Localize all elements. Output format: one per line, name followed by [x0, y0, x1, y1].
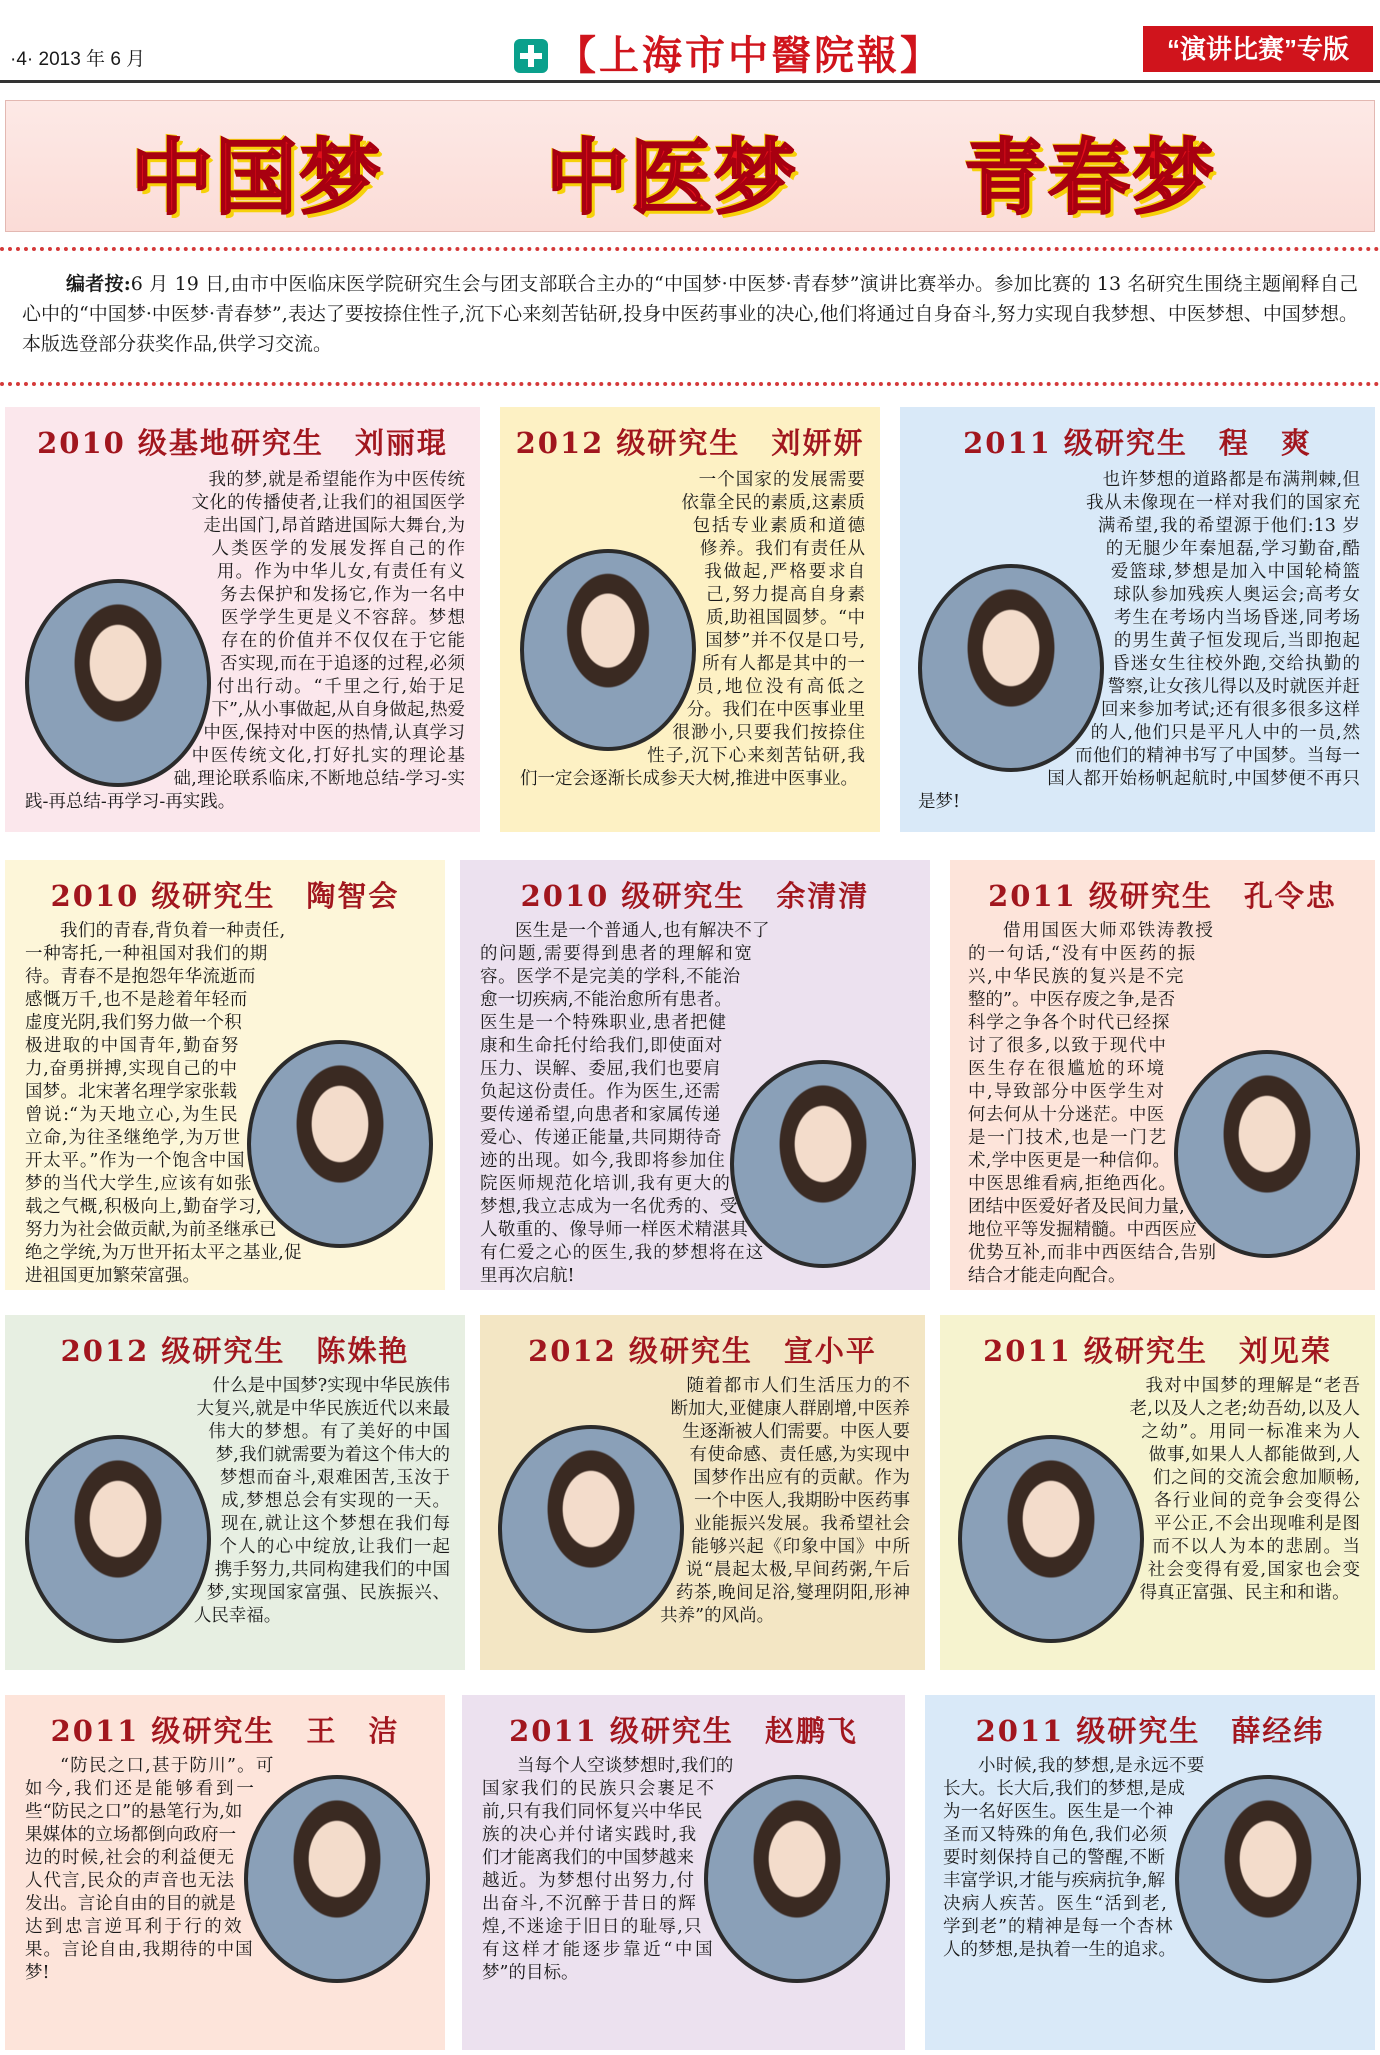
card-text: 我的梦,就是希望能作为中医传统文化的传播使者,让我们的祖国医学走出国门,昂首踏进国际大舞台,为人类医学的发展发挥自己的作用。作为中华儿女,有责任有义务去保护和发扬它,作为一名中医学学生更是义不容辞。梦想存在的价值并不仅仅在于它能否实现,而在于追逐的过程,必须付出行动。“千里之行,始于足下”,从小事做起,从自身做起,热爱中医,保持对中医的热情,认真学习中医传统文化,打好扎实的理论基础,理论联系临床,不断地总结-学习-实践-再总结-再学习-再实践。 — [25, 470, 465, 812]
card-heading: 2011 级研究生 程 爽 — [963, 426, 1312, 460]
page-header — [0, 0, 1380, 80]
speech-card-2 — [500, 407, 880, 832]
portrait-photo — [1175, 1775, 1361, 1983]
card-heading: 2010 级研究生 余清清 — [520, 879, 870, 913]
speech-card-9 — [940, 1315, 1375, 1670]
card-text: 什么是中国梦?实现中华民族伟大复兴,就是中华民族近代以来最伟大的梦想。有了美好的中国梦,我们就需要为着这个伟大的梦想而奋斗,艰难困苦,玉汝于成,梦想总会有实现的一天。现在,就让这个梦想在我们每个人的心中绽放,让我们一起携手努力,共同构建我们的中国梦,实现国家富强、民族振兴、人民幸福。 — [193, 1376, 450, 1626]
card-heading: 2010 级研究生 陶智会 — [50, 879, 400, 913]
portrait-photo — [918, 564, 1104, 772]
card-text: 也许梦想的道路都是布满荆棘,但我从未像现在一样对我们的国家充满希望,我的希望源于他们:13 岁的无腿少年秦旭磊,学习勤奋,酷爱篮球,梦想是加入中国轮椅篮球队参加残疾人奥运会;高考女考生在考场内当场昏迷,同考场的男生黄子恒发现后,当即抱起昏迷女生往校外跑,交给执勤的警察,让女孩儿得以及时就医并赶回来参加考试;还有很多很多这样的人,他们只是平凡人中的一员,然而他们的精神书写了中国梦。当每一国人都开始杨帆起航时,中国梦便不再只是梦! — [918, 470, 1360, 812]
editor-note-label: 编者按: — [66, 273, 131, 295]
page-number-date — [10, 44, 145, 71]
portrait-photo — [498, 1425, 684, 1633]
editor-note-paragraph — [22, 269, 1358, 359]
portrait-photo — [958, 1435, 1144, 1643]
speech-card-3 — [900, 407, 1375, 832]
speech-card-6 — [950, 860, 1375, 1290]
card-text: 当每个人空谈梦想时,我们的国家我们的民族只会裹足不前,只有我们同怀复兴中华民族的决心并付诸实践时,我们才能离我们的中国梦越来越近。为梦想付出努力,付出奋斗,不沉醉于昔日的辉煌,不迷途于旧日的耻辱,只有这样才能逐步靠近“中国梦”的目标。 — [482, 1756, 734, 1983]
speech-card-11 — [462, 1695, 905, 2050]
card-text: 医生是一个普通人,也有解决不了的问题,需要得到患者的理解和宽容。医学不是完美的学科,不能治愈一切疾病,不能治愈所有患者。医生是一个特殊职业,患者把健康和生命托付给我们,即使面对压力、误解、委屈,我们也要肩负起这份责任。作为医生,还需要传递希望,向患者和家属传递爱心、传递正能量,共同期待奇迹的出现。如今,我即将参加住院医师规范化培训,我有更大的梦想,我立志成为一名优秀的、受人敬重的、像导师一样医术精湛具有仁爱之心的医生,我的梦想将在这里再次启航! — [480, 921, 770, 1286]
issue-date: 2013 年 6 月 — [38, 49, 146, 70]
card-heading: 2011 级研究生 刘见荣 — [983, 1334, 1332, 1368]
speech-card-1 — [5, 407, 480, 832]
header-rule — [0, 80, 1380, 83]
card-heading: 2010 级基地研究生 刘丽琨 — [37, 426, 448, 460]
card-text: “防民之口,甚于防川”。可如今,我们还是能够看到一些“防民之口”的悬笔行为,如果媒体的立场都倒向政府一边的时候,社会的利益便无人代言,民众的声音也无法发出。言论自由的目的就是达到忠言逆耳利于行的效果。言论自由,我期待的中国梦! — [25, 1756, 274, 1983]
portrait-photo — [25, 579, 211, 787]
portrait-photo — [730, 1060, 916, 1268]
card-heading: 2011 级研究生 王 洁 — [50, 1714, 400, 1748]
card-text: 随着都市人们生活压力的不断加大,亚健康人群剧增,中医养生逐渐被人们需要。中医人要有使命感、责任感,为实现中国梦作出应有的贡献。作为一个中医人,我期盼中医药事业能振兴发展。我希望社会能够兴起《印象中国》中所说“晨起太极,早间药粥,午后药茶,晚间足浴,燮理阴阳,形神共养”的风尚。 — [660, 1376, 910, 1626]
card-heading: 2012 级研究生 刘妍妍 — [515, 426, 865, 460]
speech-card-4 — [5, 860, 445, 1290]
portrait-photo — [704, 1775, 890, 1983]
card-heading: 2011 级研究生 孔令忠 — [988, 879, 1337, 913]
divider — [0, 382, 1380, 386]
card-text: 我们的青春,背负着一种责任,一种寄托,一种祖国对我们的期待。青春不是抱怨年华流逝而感慨万千,也不是趁着年轻而虚度光阴,我们努力做一个积极进取的中国青年,勤奋努力,奋勇拼搏,实现自己的中国梦。北宋著名理学家张载曾说:“为天地立心,为生民立命,为往圣继绝学,为万世开太平。”作为一个饱含中国梦的当代大学生,应该有如张载之气概,积极向上,勤奋学习,努力为社会做贡献,为前圣继承已绝之学统,为万世开拓太平之基业,促进祖国更加繁荣富强。 — [25, 921, 302, 1286]
portrait-photo — [247, 1040, 433, 1248]
masthead-title: 【上海市中醫院報】 — [556, 32, 943, 79]
card-text: 小时候,我的梦想,是永远不要长大。长大后,我们的梦想,是成为一名好医生。医生是一个神圣而又特殊的角色,我们必须要时刻保持自己的警醒,不断丰富学识,才能与疾病抗争,解决病人疾苦。医生“活到老,学到老”的精神是每一个杏林人的梦想,是执着一生的追求。 — [943, 1756, 1205, 1960]
speech-card-5 — [460, 860, 930, 1290]
special-edition-badge: “演讲比赛”专版 — [1143, 26, 1373, 72]
title-banner — [5, 100, 1375, 232]
divider — [0, 247, 1380, 251]
card-text: 我对中国梦的理解是“老吾老,以及人之老;幼吾幼,以及人之幼”。用同一标准来为人做事,如果人人都能做到,人们之间的交流会愈加顺畅,各行业间的竞争会变得公平公正,不会出现唯利是图而不以人为本的悲剧。当社会变得有爱,国家也会变得真正富强、民主和和谐。 — [1129, 1376, 1360, 1603]
banner-title-youth-dream: 青春梦 — [964, 130, 1217, 226]
card-heading: 2011 级研究生 薛经纬 — [975, 1714, 1325, 1748]
card-text: 一个国家的发展需要依靠全民的素质,这素质包括专业素质和道德修养。我们有责任从我做起,严格要求自己,努力提高自身素质,助祖国圆梦。“中国梦”并不仅是口号,所有人都是其中的一员,地位没有高低之分。我们在中医事业里很渺小,只要我们按捺住性子,沉下心来刻苦钻研,我们一定会逐渐长成参天大树,推进中医事业。 — [520, 470, 865, 789]
hospital-logo-icon — [514, 39, 548, 73]
banner-title-china-dream: 中国梦 — [131, 130, 384, 226]
card-heading: 2012 级研究生 陈姝艳 — [60, 1334, 410, 1368]
portrait-photo — [520, 549, 696, 751]
portrait-photo — [25, 1435, 211, 1643]
speech-card-12 — [925, 1695, 1375, 2050]
banner-title-tcm-dream: 中医梦 — [546, 130, 799, 226]
card-heading: 2012 级研究生 宣小平 — [528, 1334, 877, 1368]
portrait-photo — [1174, 1050, 1360, 1258]
card-text: 借用国医大师邓铁涛教授的一句话,“没有中医药的振兴,中华民族的复兴是不完整的”。中医存废之争,是否科学之争各个时代已经探讨了很多,以致于现代中医生存在很尴尬的环境中,导致部分中医学生对何去何从十分迷茫。中医是一门技术,也是一门艺术,学中医更是一种信仰。中医思维看病,拒绝西化。团结中医爱好者及民间力量,地位平等发掘精髓。中西医应优势互补,而非中西医结合,告别结合才能走向配合。 — [968, 921, 1216, 1286]
card-heading: 2011 级研究生 赵鹏飞 — [509, 1714, 858, 1748]
speech-card-8 — [480, 1315, 925, 1670]
newspaper-masthead — [508, 24, 943, 79]
page-number: ·4· — [10, 49, 34, 70]
editor-note — [0, 247, 1380, 387]
speech-card-10 — [5, 1695, 445, 2050]
portrait-photo — [244, 1775, 430, 1983]
editor-note-text: 6 月 19 日,由市中医临床医学院研究生会与团支部联合主办的“中国梦·中医梦·青春梦”演讲比赛举办。参加比赛的 13 名研究生围绕主题阐释自己心中的“中国梦·中医梦·青春梦”,表达了要按捺住性子,沉下心来刻苦钻研,投身中医药事业的决心,他们将通过自身奋斗,努力实现自我梦想、中医梦想、中国梦想。本版选登部分获奖作品,供学习交流。 — [22, 273, 1358, 355]
speech-card-7 — [5, 1315, 465, 1670]
